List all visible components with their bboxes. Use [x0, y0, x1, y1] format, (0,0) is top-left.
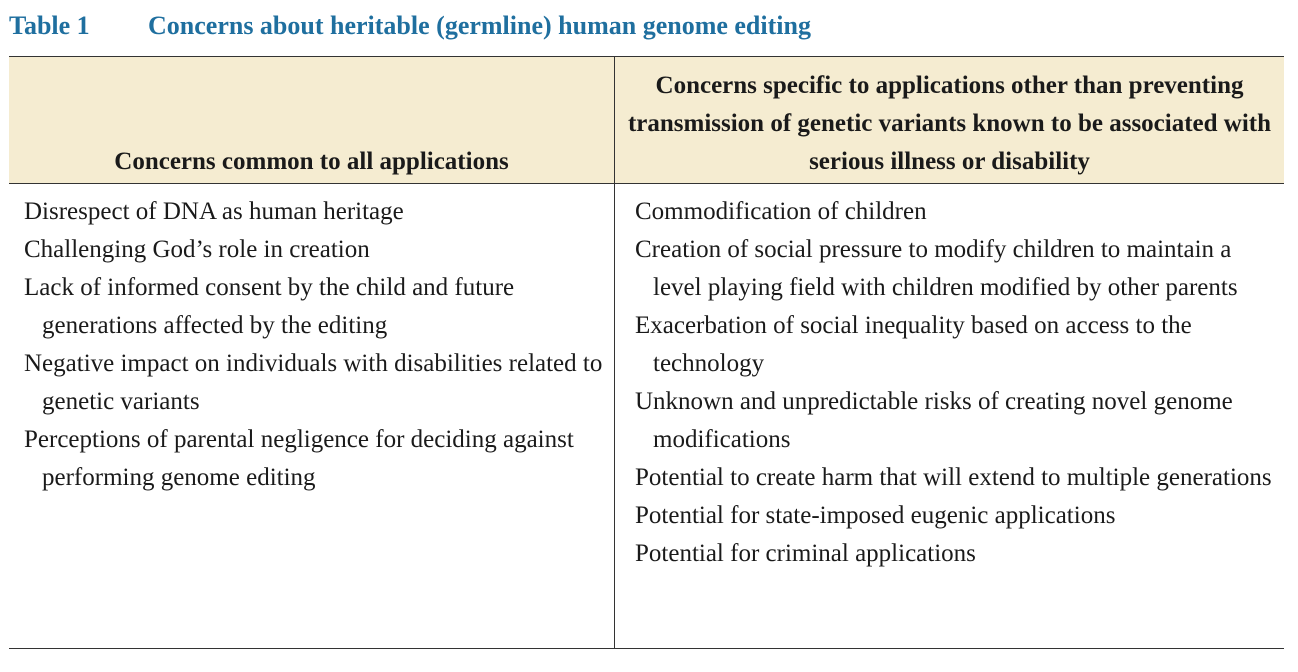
list-item: Potential for criminal applications [635, 540, 976, 567]
list-item: Commodification of children [635, 198, 927, 225]
list-item: Exacerbation of social inequality based on access to the technology [635, 312, 1192, 377]
common-concerns-column [9, 184, 615, 648]
table-header-row [9, 57, 1284, 184]
specific-concerns-column [615, 184, 1284, 648]
table-title: Concerns about heritable (germline) human genome editing [148, 11, 811, 40]
list-item: Disrespect of DNA as human heritage [24, 198, 404, 225]
list-item: Challenging God’s role in creation [24, 236, 370, 263]
header-common-concerns-text: Concerns common to all applications [114, 148, 509, 175]
list-item: Potential to create harm that will extend to multiple generations [635, 464, 1272, 491]
header-specific-concerns-text: Concerns specific to applications other than preventing transmission of genetic variants known to be associated with serious illness or disability [627, 72, 1272, 175]
list-item: Perceptions of parental negligence for deciding against performing genome editing [24, 426, 574, 491]
concerns-table [9, 56, 1284, 649]
table-body [9, 184, 1284, 648]
header-common-concerns [9, 57, 615, 183]
list-item: Unknown and unpredictable risks of creating novel genome modifications [635, 388, 1233, 453]
list-item: Potential for state-imposed eugenic applications [635, 502, 1116, 529]
table-caption [9, 6, 811, 46]
list-item: Lack of informed consent by the child and future generations affected by the editing [24, 274, 515, 339]
list-item: Creation of social pressure to modify children to maintain a level playing field with children modified by other parents [635, 236, 1238, 301]
table-number: Table 1 [9, 11, 90, 40]
list-item: Negative impact on individuals with disabilities related to genetic variants [24, 350, 603, 415]
header-specific-concerns [615, 57, 1284, 183]
